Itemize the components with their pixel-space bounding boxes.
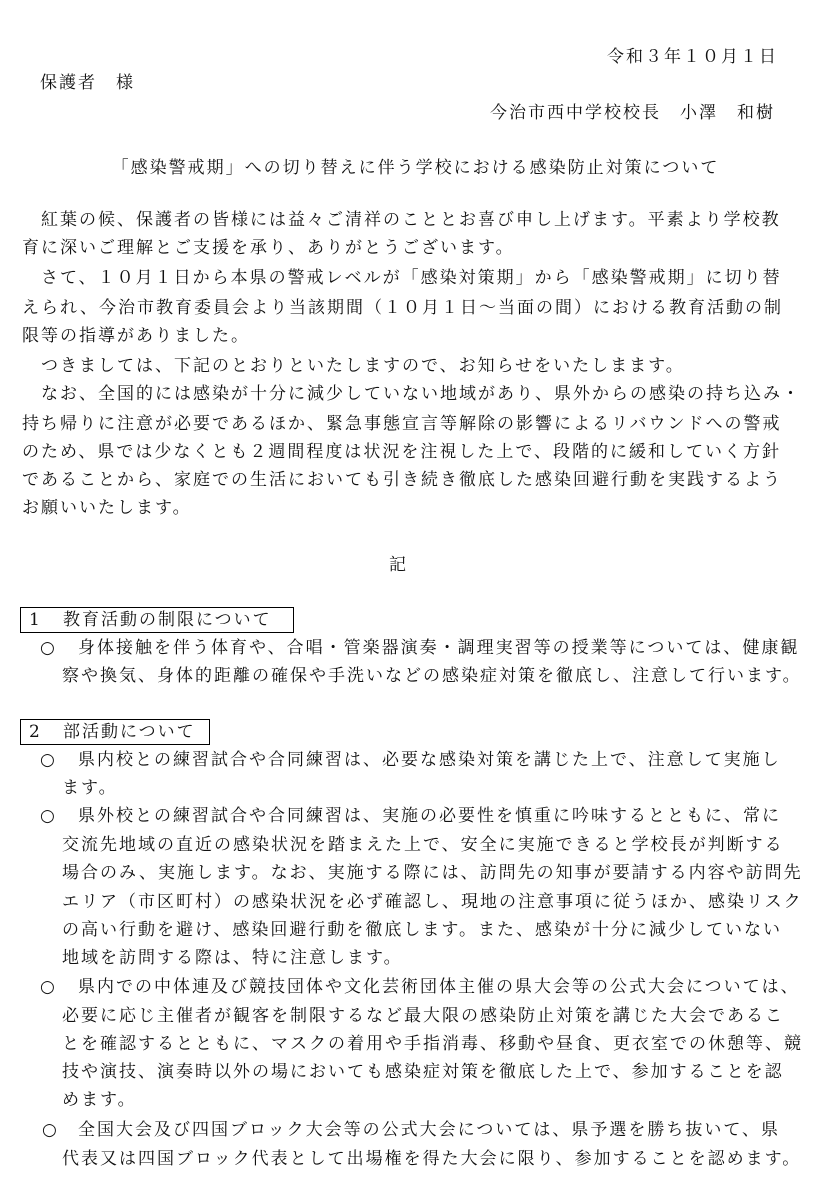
section-heading-box xyxy=(20,719,210,745)
intro-line: であることから、家庭での生活においても引き続き徹底した感染回避行動を実践するよう xyxy=(22,470,782,490)
bullet-circle: ○ xyxy=(40,806,57,826)
intro-line: なお、全国的には感染が十分に減少していない地域があり、県外からの感染の持ち込み・ xyxy=(22,384,801,404)
intro-line: 育に深いご理解とご支援を承り、ありがとうございます。 xyxy=(22,238,515,258)
section-number: 1 xyxy=(29,610,40,630)
intro-line: つきましては、下記のとおりといたしますので、お知らせをいたしまます。 xyxy=(22,356,685,376)
item-line: 技や演技、演奏時以外の場においても感染症対策を徹底した上で、参加することを認 xyxy=(62,1062,784,1082)
intro-line: お願いいたします。 xyxy=(22,498,192,518)
intro-line: えられ、今治市教育委員会より当該期間（１０月１日～当面の間）における教育活動の制 xyxy=(22,298,784,318)
date: 令和３年１０月１日 xyxy=(607,47,778,67)
section-heading: 教育活動の制限について xyxy=(63,610,272,630)
item-line: 地域を訪問する際は、特に注意します。 xyxy=(62,948,403,968)
bullet-circle: ○ xyxy=(40,977,57,997)
recipient: 保護者 様 xyxy=(40,73,135,93)
section-heading: 部活動について xyxy=(63,722,196,742)
intro-line: 持ち帰りに注意が必要であるほか、緊急事態宣言等解除の影響によるリバウンドへの警戒 xyxy=(22,414,782,434)
item-line: とを確認するとともに、マスクの着用や手指消毒、移動や昼食、更衣室での休憩等、競 xyxy=(62,1034,803,1054)
item-line: の高い行動を避け、感染回避行動を徹底します。また、感染が十分に減少していない xyxy=(62,920,782,940)
item-line: 県内校との練習試合や合同練習は、必要な感染対策を講じた上で、注意して実施し xyxy=(78,750,781,770)
document-title: 「感染警戒期」への切り替えに伴う学校における感染防止対策について xyxy=(111,158,720,178)
item-line: 全国大会及び四国ブロック大会等の公式大会については、県予選を勝ち抜いて、県 xyxy=(78,1120,780,1140)
item-line: 県内での中体連及び競技団体や文化芸術団体主催の県大会等の公式大会については、 xyxy=(78,977,800,997)
section-number: 2 xyxy=(29,722,40,742)
item-line: 身体接触を伴う体育や、合唱・管楽器演奏・調理実習等の授業等については、健康観 xyxy=(78,638,800,658)
intro-line: のため、県では少なくとも２週間程度は状況を注視した上で、段階的に緩和していく方針 xyxy=(22,442,781,462)
bullet-circle: ○ xyxy=(42,1120,59,1140)
item-line: ます。 xyxy=(62,778,118,798)
item-line: 場合のみ、実施します。なお、実施する際には、訪問先の知事が要請する内容や訪問先 xyxy=(62,863,803,883)
ki-marker: 記 xyxy=(389,555,408,575)
intro-line: 限等の指導がありました。 xyxy=(22,326,250,346)
bullet-circle: ○ xyxy=(40,638,57,658)
item-line: エリア（市区町村）の感染状況を必ず確認し、現地の注意事項に従うほか、感染リスク xyxy=(62,892,803,912)
item-line: 察や換気、身体的距離の確保や手洗いなどの感染症対策を徹底し、注意して行います。 xyxy=(62,666,802,686)
bullet-circle: ○ xyxy=(40,750,57,770)
item-line: めます。 xyxy=(62,1090,137,1110)
intro-line: さて、１０月１日から本県の警戒レベルが「感染対策期」から「感染警戒期」に切り替 xyxy=(22,268,782,288)
item-line: 交流先地域の直近の感染状況を踏まえた上で、安全に実施できると学校長が判断する xyxy=(62,835,784,855)
sender: 今治市西中学校校長 小澤 和樹 xyxy=(490,103,775,123)
intro-line: 紅葉の候、保護者の皆様には益々ご清祥のこととお喜び申し上げます。平素より学校教 xyxy=(22,210,781,230)
item-line: 必要に応じ主催者が観客を制限するなど最大限の感染防止対策を講じた大会であるこ xyxy=(62,1006,784,1026)
item-line: 代表又は四国ブロック代表として出場権を得た大会に限り、参加することを認めます。 xyxy=(62,1149,802,1169)
section-heading-box xyxy=(20,607,294,633)
item-line: 県外校との練習試合や合同練習は、実施の必要性を慎重に吟味するとともに、常に xyxy=(78,806,781,826)
